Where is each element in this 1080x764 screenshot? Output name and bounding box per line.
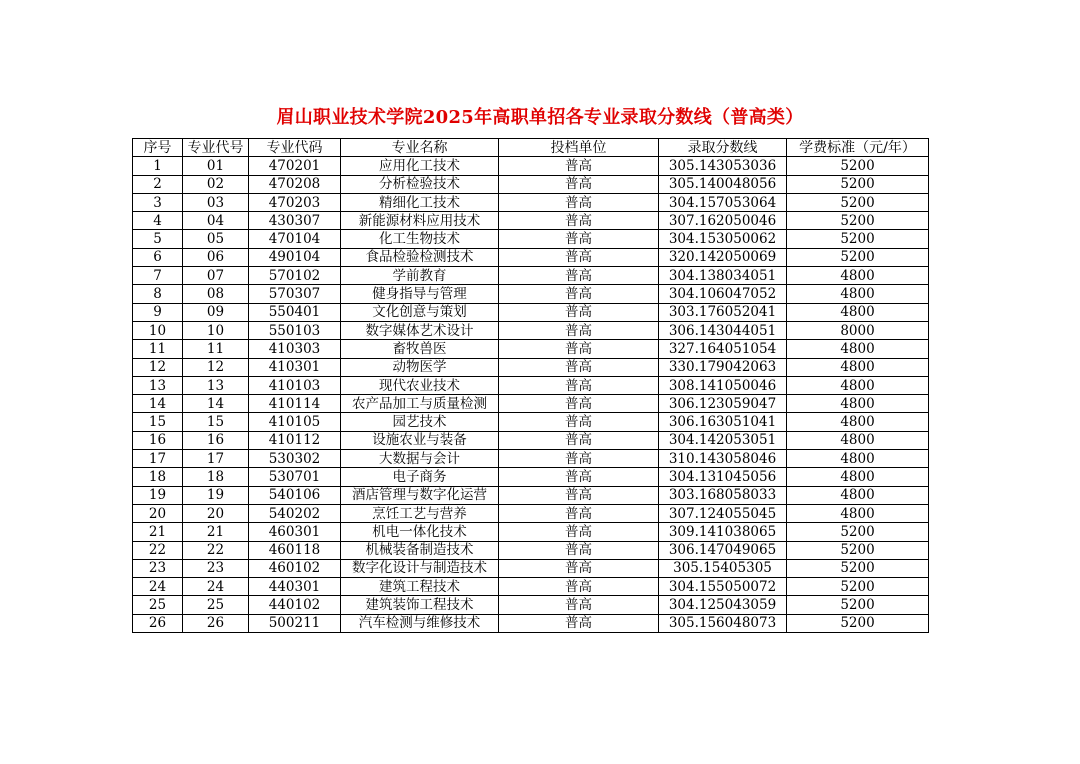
cell-tuition: 5200 (787, 559, 929, 577)
table-row (133, 431, 929, 449)
cell-serial-no: 8 (133, 285, 183, 303)
cell-major-name: 数字化设计与制造技术 (341, 559, 499, 577)
cell-major-name: 学前教育 (341, 267, 499, 285)
cell-major-name: 建筑装饰工程技术 (341, 596, 499, 614)
cell-admission-unit: 普高 (499, 248, 659, 266)
cell-tuition: 5200 (787, 248, 929, 266)
cell-major-number: 02 (183, 175, 249, 193)
cell-major-name: 设施农业与装备 (341, 431, 499, 449)
table-row (133, 578, 929, 596)
cell-tuition: 5200 (787, 596, 929, 614)
cell-major-name: 数字媒体艺术设计 (341, 321, 499, 339)
cell-score-line: 306.163051041 (659, 413, 787, 431)
cell-serial-no: 25 (133, 596, 183, 614)
cell-major-code: 410114 (249, 395, 341, 413)
cell-major-name: 食品检验检测技术 (341, 248, 499, 266)
admission-score-table (132, 138, 929, 633)
cell-major-name: 汽车检测与维修技术 (341, 614, 499, 632)
cell-admission-unit: 普高 (499, 523, 659, 541)
cell-serial-no: 10 (133, 321, 183, 339)
cell-tuition: 4800 (787, 468, 929, 486)
cell-score-line: 305.140048056 (659, 175, 787, 193)
cell-score-line: 304.155050072 (659, 578, 787, 596)
cell-tuition: 8000 (787, 321, 929, 339)
cell-score-line: 308.141050046 (659, 376, 787, 394)
cell-admission-unit: 普高 (499, 504, 659, 522)
cell-serial-no: 12 (133, 358, 183, 376)
cell-major-code: 570102 (249, 267, 341, 285)
cell-major-name: 分析检验技术 (341, 175, 499, 193)
cell-major-number: 14 (183, 395, 249, 413)
cell-major-number: 10 (183, 321, 249, 339)
table-row (133, 596, 929, 614)
header-major-name: 专业名称 (341, 139, 499, 157)
cell-tuition: 4800 (787, 504, 929, 522)
cell-serial-no: 15 (133, 413, 183, 431)
cell-serial-no: 7 (133, 267, 183, 285)
cell-serial-no: 16 (133, 431, 183, 449)
cell-major-code: 540202 (249, 504, 341, 522)
cell-tuition: 5200 (787, 212, 929, 230)
table-header-row (133, 139, 929, 157)
cell-major-number: 22 (183, 541, 249, 559)
cell-admission-unit: 普高 (499, 468, 659, 486)
cell-tuition: 4800 (787, 376, 929, 394)
table-row (133, 450, 929, 468)
header-major-number: 专业代号 (183, 139, 249, 157)
cell-admission-unit: 普高 (499, 486, 659, 504)
header-major-code: 专业代码 (249, 139, 341, 157)
table-row (133, 376, 929, 394)
cell-admission-unit: 普高 (499, 395, 659, 413)
cell-serial-no: 9 (133, 303, 183, 321)
cell-score-line: 320.142050069 (659, 248, 787, 266)
header-serial-no: 序号 (133, 139, 183, 157)
cell-admission-unit: 普高 (499, 321, 659, 339)
cell-tuition: 4800 (787, 431, 929, 449)
cell-score-line: 304.142053051 (659, 431, 787, 449)
cell-major-code: 490104 (249, 248, 341, 266)
cell-admission-unit: 普高 (499, 578, 659, 596)
cell-serial-no: 1 (133, 157, 183, 175)
cell-major-number: 23 (183, 559, 249, 577)
cell-tuition: 4800 (787, 450, 929, 468)
cell-major-code: 470201 (249, 157, 341, 175)
cell-major-code: 460118 (249, 541, 341, 559)
cell-major-code: 460301 (249, 523, 341, 541)
cell-tuition: 5200 (787, 523, 929, 541)
cell-admission-unit: 普高 (499, 157, 659, 175)
cell-admission-unit: 普高 (499, 230, 659, 248)
cell-major-name: 健身指导与管理 (341, 285, 499, 303)
cell-serial-no: 18 (133, 468, 183, 486)
cell-score-line: 309.141038065 (659, 523, 787, 541)
cell-major-name: 电子商务 (341, 468, 499, 486)
cell-major-code: 440102 (249, 596, 341, 614)
cell-tuition: 5200 (787, 614, 929, 632)
cell-serial-no: 13 (133, 376, 183, 394)
cell-tuition: 4800 (787, 395, 929, 413)
table-row (133, 267, 929, 285)
cell-serial-no: 6 (133, 248, 183, 266)
cell-admission-unit: 普高 (499, 267, 659, 285)
cell-serial-no: 21 (133, 523, 183, 541)
cell-major-name: 建筑工程技术 (341, 578, 499, 596)
cell-major-name: 精细化工技术 (341, 193, 499, 211)
cell-major-number: 04 (183, 212, 249, 230)
cell-score-line: 306.147049065 (659, 541, 787, 559)
cell-major-name: 机械装备制造技术 (341, 541, 499, 559)
cell-admission-unit: 普高 (499, 614, 659, 632)
cell-admission-unit: 普高 (499, 541, 659, 559)
cell-serial-no: 3 (133, 193, 183, 211)
cell-major-code: 410301 (249, 358, 341, 376)
cell-major-name: 化工生物技术 (341, 230, 499, 248)
cell-major-number: 13 (183, 376, 249, 394)
cell-tuition: 5200 (787, 157, 929, 175)
cell-admission-unit: 普高 (499, 303, 659, 321)
cell-admission-unit: 普高 (499, 175, 659, 193)
table-row (133, 340, 929, 358)
cell-tuition: 5200 (787, 175, 929, 193)
cell-score-line: 305.143053036 (659, 157, 787, 175)
cell-major-name: 新能源材料应用技术 (341, 212, 499, 230)
cell-major-name: 大数据与会计 (341, 450, 499, 468)
table-row (133, 413, 929, 431)
cell-score-line: 306.143044051 (659, 321, 787, 339)
table-row (133, 541, 929, 559)
cell-serial-no: 22 (133, 541, 183, 559)
cell-score-line: 304.125043059 (659, 596, 787, 614)
cell-score-line: 327.164051054 (659, 340, 787, 358)
cell-tuition: 5200 (787, 578, 929, 596)
cell-major-code: 550103 (249, 321, 341, 339)
cell-score-line: 307.162050046 (659, 212, 787, 230)
table-row (133, 559, 929, 577)
cell-major-name: 烹饪工艺与营养 (341, 504, 499, 522)
cell-tuition: 4800 (787, 486, 929, 504)
cell-score-line: 305.15405305 (659, 559, 787, 577)
cell-major-name: 动物医学 (341, 358, 499, 376)
table-row (133, 614, 929, 632)
cell-major-number: 26 (183, 614, 249, 632)
cell-score-line: 304.106047052 (659, 285, 787, 303)
cell-major-code: 470203 (249, 193, 341, 211)
table-row (133, 358, 929, 376)
cell-score-line: 303.176052041 (659, 303, 787, 321)
cell-major-number: 08 (183, 285, 249, 303)
cell-major-name: 酒店管理与数字化运营 (341, 486, 499, 504)
cell-serial-no: 24 (133, 578, 183, 596)
cell-serial-no: 26 (133, 614, 183, 632)
cell-major-number: 20 (183, 504, 249, 522)
cell-score-line: 304.138034051 (659, 267, 787, 285)
cell-major-number: 17 (183, 450, 249, 468)
cell-score-line: 306.123059047 (659, 395, 787, 413)
cell-major-number: 01 (183, 157, 249, 175)
cell-admission-unit: 普高 (499, 212, 659, 230)
table-row (133, 175, 929, 193)
cell-serial-no: 19 (133, 486, 183, 504)
header-admission-unit: 投档单位 (499, 139, 659, 157)
cell-tuition: 4800 (787, 303, 929, 321)
cell-admission-unit: 普高 (499, 431, 659, 449)
cell-admission-unit: 普高 (499, 596, 659, 614)
cell-major-number: 24 (183, 578, 249, 596)
cell-serial-no: 11 (133, 340, 183, 358)
cell-admission-unit: 普高 (499, 358, 659, 376)
table-row (133, 321, 929, 339)
cell-major-number: 09 (183, 303, 249, 321)
cell-score-line: 304.153050062 (659, 230, 787, 248)
cell-tuition: 4800 (787, 285, 929, 303)
table-row (133, 395, 929, 413)
table-row (133, 486, 929, 504)
cell-admission-unit: 普高 (499, 559, 659, 577)
cell-major-name: 畜牧兽医 (341, 340, 499, 358)
cell-major-number: 12 (183, 358, 249, 376)
cell-tuition: 5200 (787, 230, 929, 248)
cell-major-code: 460102 (249, 559, 341, 577)
cell-tuition: 4800 (787, 267, 929, 285)
cell-major-number: 11 (183, 340, 249, 358)
cell-major-code: 570307 (249, 285, 341, 303)
table-row (133, 157, 929, 175)
cell-major-code: 540106 (249, 486, 341, 504)
cell-tuition: 4800 (787, 340, 929, 358)
table-row (133, 248, 929, 266)
page-title: 眉山职业技术学院2025年高职单招各专业录取分数线（普高类） (276, 107, 804, 128)
cell-major-code: 530302 (249, 450, 341, 468)
cell-major-code: 440301 (249, 578, 341, 596)
cell-score-line: 304.131045056 (659, 468, 787, 486)
cell-major-number: 16 (183, 431, 249, 449)
cell-score-line: 330.179042063 (659, 358, 787, 376)
cell-major-name: 应用化工技术 (341, 157, 499, 175)
cell-admission-unit: 普高 (499, 340, 659, 358)
cell-major-code: 530701 (249, 468, 341, 486)
cell-major-name: 园艺技术 (341, 413, 499, 431)
table-row (133, 303, 929, 321)
cell-admission-unit: 普高 (499, 285, 659, 303)
table-row (133, 285, 929, 303)
cell-major-name: 文化创意与策划 (341, 303, 499, 321)
cell-major-number: 25 (183, 596, 249, 614)
cell-tuition: 4800 (787, 358, 929, 376)
table-row (133, 230, 929, 248)
cell-score-line: 307.124055045 (659, 504, 787, 522)
table-row (133, 468, 929, 486)
table-row (133, 523, 929, 541)
cell-tuition: 5200 (787, 193, 929, 211)
cell-serial-no: 17 (133, 450, 183, 468)
table-body (133, 157, 929, 633)
cell-major-number: 05 (183, 230, 249, 248)
cell-major-code: 410112 (249, 431, 341, 449)
table-row (133, 193, 929, 211)
cell-serial-no: 5 (133, 230, 183, 248)
header-score-line: 录取分数线 (659, 139, 787, 157)
cell-major-code: 470104 (249, 230, 341, 248)
cell-serial-no: 4 (133, 212, 183, 230)
cell-major-code: 410105 (249, 413, 341, 431)
cell-admission-unit: 普高 (499, 413, 659, 431)
cell-serial-no: 2 (133, 175, 183, 193)
table-row (133, 504, 929, 522)
cell-major-number: 06 (183, 248, 249, 266)
cell-major-code: 500211 (249, 614, 341, 632)
cell-serial-no: 23 (133, 559, 183, 577)
cell-major-number: 03 (183, 193, 249, 211)
cell-tuition: 5200 (787, 541, 929, 559)
cell-major-code: 550401 (249, 303, 341, 321)
cell-major-code: 430307 (249, 212, 341, 230)
cell-admission-unit: 普高 (499, 450, 659, 468)
cell-major-number: 15 (183, 413, 249, 431)
cell-major-code: 470208 (249, 175, 341, 193)
cell-major-code: 410303 (249, 340, 341, 358)
cell-major-code: 410103 (249, 376, 341, 394)
cell-major-number: 19 (183, 486, 249, 504)
cell-score-line: 305.156048073 (659, 614, 787, 632)
cell-major-name: 机电一体化技术 (341, 523, 499, 541)
cell-tuition: 4800 (787, 413, 929, 431)
cell-score-line: 310.143058046 (659, 450, 787, 468)
cell-major-number: 18 (183, 468, 249, 486)
cell-major-number: 21 (183, 523, 249, 541)
header-tuition: 学费标准（元/年） (787, 139, 929, 157)
cell-admission-unit: 普高 (499, 193, 659, 211)
cell-score-line: 303.168058033 (659, 486, 787, 504)
cell-major-number: 07 (183, 267, 249, 285)
cell-serial-no: 14 (133, 395, 183, 413)
cell-admission-unit: 普高 (499, 376, 659, 394)
cell-serial-no: 20 (133, 504, 183, 522)
table-row (133, 212, 929, 230)
cell-major-name: 农产品加工与质量检测 (341, 395, 499, 413)
cell-major-name: 现代农业技术 (341, 376, 499, 394)
cell-score-line: 304.157053064 (659, 193, 787, 211)
